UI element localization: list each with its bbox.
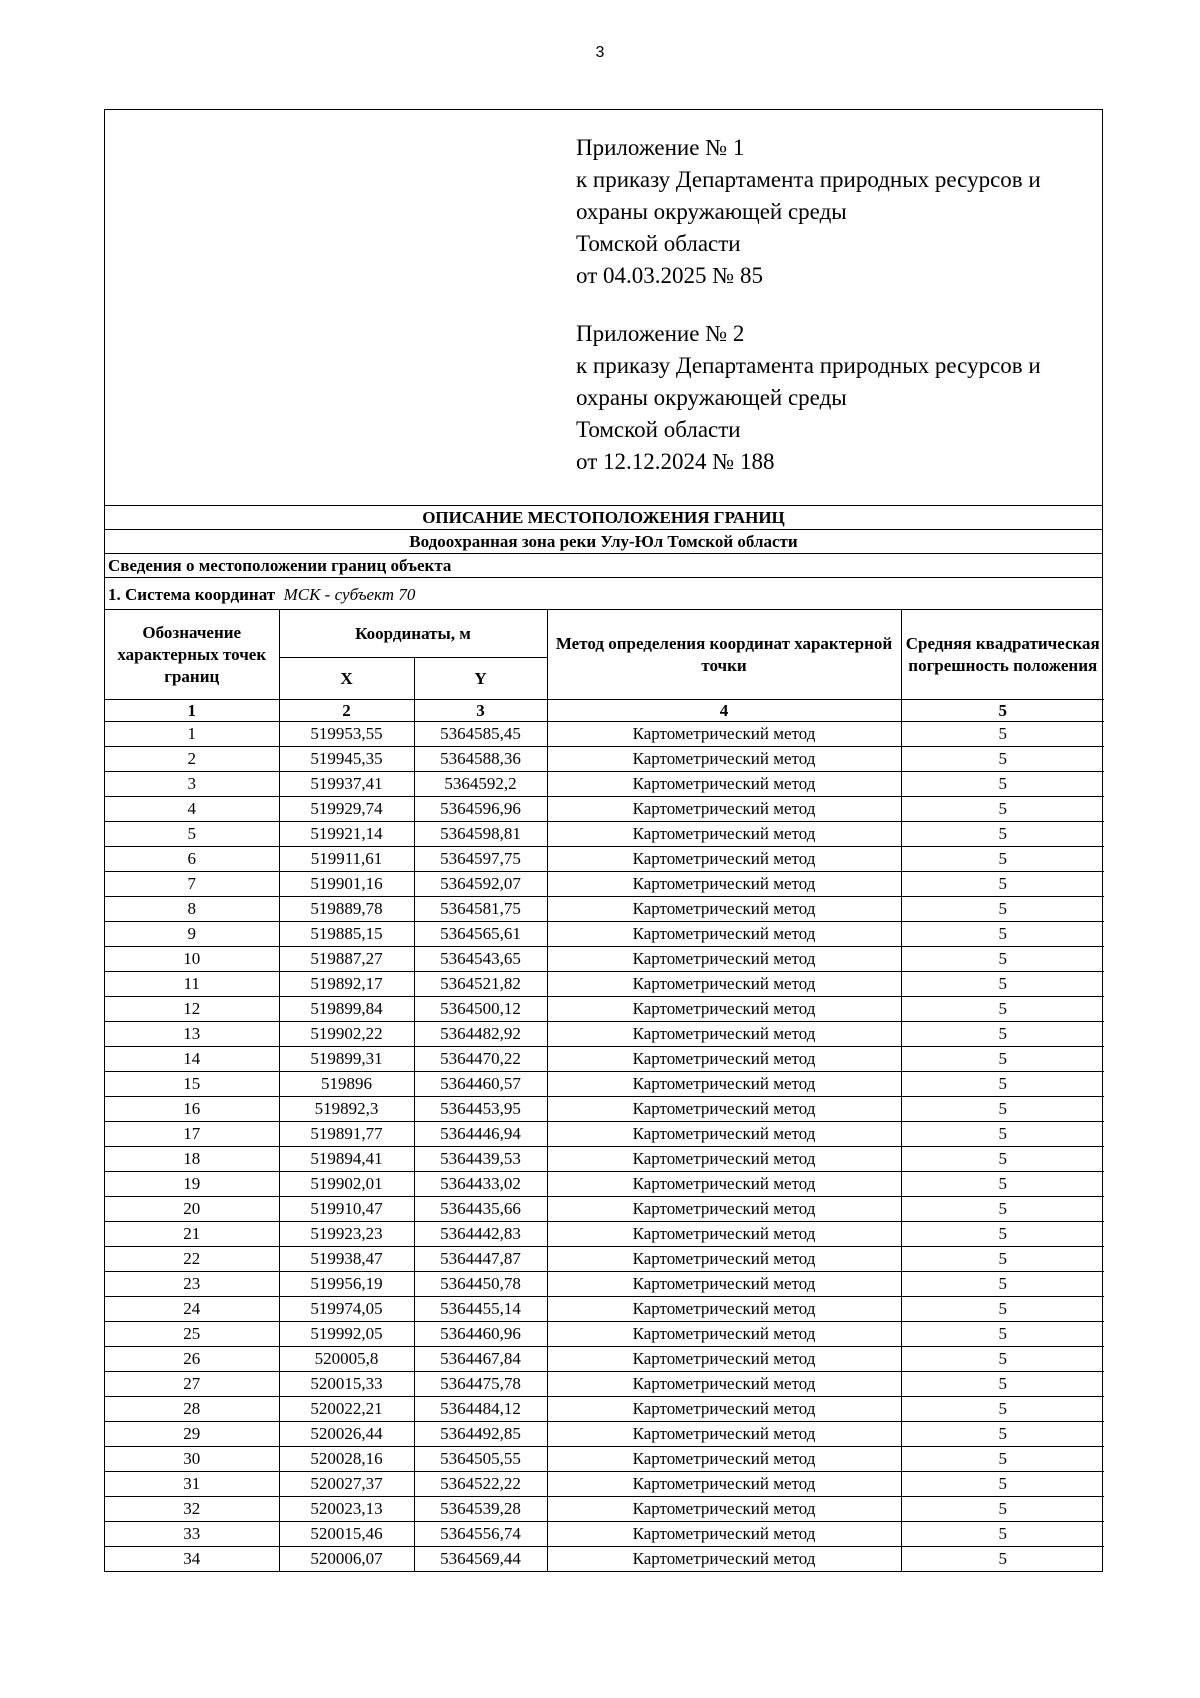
x-cell: 520028,16: [279, 1447, 414, 1472]
method-cell: Картометрический метод: [547, 1147, 901, 1172]
x-cell: 520006,07: [279, 1547, 414, 1572]
header-y: Y: [414, 658, 547, 700]
method-cell: Картометрический метод: [547, 1222, 901, 1247]
error-cell: 5: [901, 1347, 1104, 1372]
x-cell: 519892,17: [279, 972, 414, 997]
point-id-cell: 2: [105, 747, 279, 772]
point-id-cell: 23: [105, 1272, 279, 1297]
point-id-cell: 6: [105, 847, 279, 872]
y-cell: 5364581,75: [414, 897, 547, 922]
method-cell: Картометрический метод: [547, 1322, 901, 1347]
x-cell: 520005,8: [279, 1347, 414, 1372]
appendix-1-line: от 04.03.2025 № 85: [576, 263, 763, 288]
x-cell: 519887,27: [279, 947, 414, 972]
error-cell: 5: [901, 1122, 1104, 1147]
document-subtitle: Водоохранная зона реки Улу-Юл Томской области: [105, 530, 1102, 554]
x-cell: 520026,44: [279, 1422, 414, 1447]
y-cell: 5364569,44: [414, 1547, 547, 1572]
point-id-cell: 19: [105, 1172, 279, 1197]
method-cell: Картометрический метод: [547, 922, 901, 947]
x-cell: 519945,35: [279, 747, 414, 772]
x-cell: 519902,22: [279, 1022, 414, 1047]
method-cell: Картометрический метод: [547, 1372, 901, 1397]
point-id-cell: 18: [105, 1147, 279, 1172]
error-cell: 5: [901, 1547, 1104, 1572]
point-id-cell: 13: [105, 1022, 279, 1047]
x-cell: 520015,33: [279, 1372, 414, 1397]
table-row: [105, 1472, 1104, 1497]
y-cell: 5364453,95: [414, 1097, 547, 1122]
table-row: [105, 722, 1104, 747]
x-cell: 520023,13: [279, 1497, 414, 1522]
table-row: [105, 1547, 1104, 1572]
error-cell: 5: [901, 1147, 1104, 1172]
error-cell: 5: [901, 1522, 1104, 1547]
method-cell: Картометрический метод: [547, 897, 901, 922]
document-title: ОПИСАНИЕ МЕСТОПОЛОЖЕНИЯ ГРАНИЦ: [105, 506, 1102, 530]
method-cell: Картометрический метод: [547, 1272, 901, 1297]
table-row: [105, 1072, 1104, 1097]
appendix-1-line: к приказу Департамента природных ресурсов и: [576, 167, 1041, 192]
point-id-cell: 1: [105, 722, 279, 747]
x-cell: 519885,15: [279, 922, 414, 947]
point-id-cell: 32: [105, 1497, 279, 1522]
x-cell: 519923,23: [279, 1222, 414, 1247]
header-x: X: [279, 658, 414, 700]
error-cell: 5: [901, 1372, 1104, 1397]
y-cell: 5364492,85: [414, 1422, 547, 1447]
point-id-cell: 20: [105, 1197, 279, 1222]
table-row: [105, 1397, 1104, 1422]
table-row: [105, 1247, 1104, 1272]
table-row: [105, 997, 1104, 1022]
x-cell: 519899,31: [279, 1047, 414, 1072]
appendix-1-line: Приложение № 1: [576, 135, 745, 160]
error-cell: 5: [901, 1397, 1104, 1422]
point-id-cell: 8: [105, 897, 279, 922]
table-row: [105, 1022, 1104, 1047]
y-cell: 5364446,94: [414, 1122, 547, 1147]
y-cell: 5364484,12: [414, 1397, 547, 1422]
x-cell: 519896: [279, 1072, 414, 1097]
x-cell: 519938,47: [279, 1247, 414, 1272]
table-row: [105, 1447, 1104, 1472]
table-row: [105, 1297, 1104, 1322]
table-row: [105, 1497, 1104, 1522]
point-id-cell: 11: [105, 972, 279, 997]
x-cell: 519892,3: [279, 1097, 414, 1122]
table-row: [105, 1372, 1104, 1397]
table-row: [105, 1122, 1104, 1147]
error-cell: 5: [901, 897, 1104, 922]
x-cell: 519901,16: [279, 872, 414, 897]
point-id-cell: 3: [105, 772, 279, 797]
point-id-cell: 4: [105, 797, 279, 822]
y-cell: 5364505,55: [414, 1447, 547, 1472]
table-row: [105, 797, 1104, 822]
y-cell: 5364439,53: [414, 1147, 547, 1172]
method-cell: Картометрический метод: [547, 1522, 901, 1547]
method-cell: Картометрический метод: [547, 847, 901, 872]
table-row: [105, 1097, 1104, 1122]
error-cell: 5: [901, 1447, 1104, 1472]
column-number: 4: [547, 700, 901, 722]
point-id-cell: 16: [105, 1097, 279, 1122]
method-cell: Картометрический метод: [547, 1497, 901, 1522]
x-cell: 520015,46: [279, 1522, 414, 1547]
method-cell: Картометрический метод: [547, 1397, 901, 1422]
table-row: [105, 747, 1104, 772]
table-row: [105, 1147, 1104, 1172]
table-row: [105, 1197, 1104, 1222]
y-cell: 5364450,78: [414, 1272, 547, 1297]
x-cell: 519929,74: [279, 797, 414, 822]
method-cell: Картометрический метод: [547, 997, 901, 1022]
y-cell: 5364447,87: [414, 1247, 547, 1272]
method-cell: Картометрический метод: [547, 872, 901, 897]
error-cell: 5: [901, 1022, 1104, 1047]
y-cell: 5364543,65: [414, 947, 547, 972]
coordinates-table: [105, 610, 1104, 1571]
error-cell: 5: [901, 1497, 1104, 1522]
x-cell: 519891,77: [279, 1122, 414, 1147]
method-cell: Картометрический метод: [547, 747, 901, 772]
x-cell: 520027,37: [279, 1472, 414, 1497]
appendix-2-line: охраны окружающей среды: [576, 385, 847, 410]
method-cell: Картометрический метод: [547, 1172, 901, 1197]
method-cell: Картометрический метод: [547, 1447, 901, 1472]
appendix-1-line: охраны окружающей среды: [576, 199, 847, 224]
point-id-cell: 27: [105, 1372, 279, 1397]
table-row: [105, 897, 1104, 922]
error-cell: 5: [901, 1072, 1104, 1097]
coordinate-system: [105, 578, 1102, 610]
point-id-cell: 30: [105, 1447, 279, 1472]
y-cell: 5364598,81: [414, 822, 547, 847]
table-row: [105, 1272, 1104, 1297]
error-cell: 5: [901, 1322, 1104, 1347]
table-row: [105, 922, 1104, 947]
document-frame: [104, 109, 1103, 1572]
error-cell: 5: [901, 872, 1104, 897]
method-cell: Картометрический метод: [547, 1422, 901, 1447]
table-row: [105, 872, 1104, 897]
error-cell: 5: [901, 1222, 1104, 1247]
point-id-cell: 24: [105, 1297, 279, 1322]
y-cell: 5364522,22: [414, 1472, 547, 1497]
appendix-2-line: Приложение № 2: [576, 321, 745, 346]
appendix-2-line: от 12.12.2024 № 188: [576, 449, 775, 474]
error-cell: 5: [901, 1272, 1104, 1297]
table-row: [105, 972, 1104, 997]
point-id-cell: 17: [105, 1122, 279, 1147]
point-id-cell: 21: [105, 1222, 279, 1247]
method-cell: Картометрический метод: [547, 1047, 901, 1072]
x-cell: 519974,05: [279, 1297, 414, 1322]
y-cell: 5364470,22: [414, 1047, 547, 1072]
y-cell: 5364500,12: [414, 997, 547, 1022]
y-cell: 5364455,14: [414, 1297, 547, 1322]
y-cell: 5364442,83: [414, 1222, 547, 1247]
coordinate-system-value: МСК - субъект 70: [283, 585, 416, 604]
error-cell: 5: [901, 1472, 1104, 1497]
error-cell: 5: [901, 772, 1104, 797]
method-cell: Картометрический метод: [547, 1347, 901, 1372]
method-cell: Картометрический метод: [547, 1472, 901, 1497]
y-cell: 5364588,36: [414, 747, 547, 772]
error-cell: 5: [901, 972, 1104, 997]
error-cell: 5: [901, 747, 1104, 772]
method-cell: Картометрический метод: [547, 1297, 901, 1322]
error-cell: 5: [901, 1247, 1104, 1272]
x-cell: 519910,47: [279, 1197, 414, 1222]
error-cell: 5: [901, 1197, 1104, 1222]
method-cell: Картометрический метод: [547, 772, 901, 797]
x-cell: 520022,21: [279, 1397, 414, 1422]
point-id-cell: 33: [105, 1522, 279, 1547]
method-cell: Картометрический метод: [547, 1097, 901, 1122]
x-cell: 519902,01: [279, 1172, 414, 1197]
appendix-1-block: [576, 132, 1096, 292]
y-cell: 5364482,92: [414, 1022, 547, 1047]
error-cell: 5: [901, 797, 1104, 822]
header-point: Обозначение характерных точек границ: [105, 610, 279, 700]
table-row: [105, 1522, 1104, 1547]
method-cell: Картометрический метод: [547, 1247, 901, 1272]
x-cell: 519894,41: [279, 1147, 414, 1172]
table-row: [105, 847, 1104, 872]
point-id-cell: 9: [105, 922, 279, 947]
error-cell: 5: [901, 1422, 1104, 1447]
appendix-header: [105, 110, 1102, 506]
appendix-2-line: к приказу Департамента природных ресурсов и: [576, 353, 1041, 378]
point-id-cell: 31: [105, 1472, 279, 1497]
y-cell: 5364565,61: [414, 922, 547, 947]
error-cell: 5: [901, 1047, 1104, 1072]
appendix-2-line: Томской области: [576, 417, 741, 442]
point-id-cell: 26: [105, 1347, 279, 1372]
header-method: Метод определения координат характерной точки: [547, 610, 901, 700]
table-row: [105, 1322, 1104, 1347]
column-number: 5: [901, 700, 1104, 722]
y-cell: 5364521,82: [414, 972, 547, 997]
point-id-cell: 34: [105, 1547, 279, 1572]
header-coords: Координаты, м: [279, 610, 547, 658]
y-cell: 5364592,07: [414, 872, 547, 897]
point-id-cell: 12: [105, 997, 279, 1022]
x-cell: 519911,61: [279, 847, 414, 872]
error-cell: 5: [901, 1097, 1104, 1122]
table-row: [105, 1172, 1104, 1197]
error-cell: 5: [901, 822, 1104, 847]
point-id-cell: 14: [105, 1047, 279, 1072]
table-row: [105, 1047, 1104, 1072]
y-cell: 5364460,96: [414, 1322, 547, 1347]
y-cell: 5364592,2: [414, 772, 547, 797]
appendix-2-block: [576, 318, 1096, 478]
y-cell: 5364467,84: [414, 1347, 547, 1372]
table-row: [105, 1347, 1104, 1372]
y-cell: 5364596,96: [414, 797, 547, 822]
point-id-cell: 7: [105, 872, 279, 897]
y-cell: 5364435,66: [414, 1197, 547, 1222]
table-row: [105, 947, 1104, 972]
coordinate-system-label: 1. Система координат: [108, 585, 276, 604]
error-cell: 5: [901, 947, 1104, 972]
x-cell: 519889,78: [279, 897, 414, 922]
table-row: [105, 822, 1104, 847]
page-number: 3: [595, 44, 605, 61]
method-cell: Картометрический метод: [547, 1547, 901, 1572]
x-cell: 519921,14: [279, 822, 414, 847]
error-cell: 5: [901, 1297, 1104, 1322]
point-id-cell: 28: [105, 1397, 279, 1422]
x-cell: 519992,05: [279, 1322, 414, 1347]
point-id-cell: 22: [105, 1247, 279, 1272]
point-id-cell: 15: [105, 1072, 279, 1097]
error-cell: 5: [901, 922, 1104, 947]
method-cell: Картометрический метод: [547, 722, 901, 747]
y-cell: 5364475,78: [414, 1372, 547, 1397]
x-cell: 519899,84: [279, 997, 414, 1022]
method-cell: Картометрический метод: [547, 1022, 901, 1047]
method-cell: Картометрический метод: [547, 822, 901, 847]
x-cell: 519937,41: [279, 772, 414, 797]
column-number: 3: [414, 700, 547, 722]
point-id-cell: 10: [105, 947, 279, 972]
table-body: [105, 722, 1104, 1572]
y-cell: 5364433,02: [414, 1172, 547, 1197]
section-heading: Сведения о местоположении границ объекта: [105, 554, 1102, 578]
method-cell: Картометрический метод: [547, 1072, 901, 1097]
header-error: Средняя квадратическая погрешность положения: [901, 610, 1104, 700]
table-row: [105, 1222, 1104, 1247]
x-cell: 519956,19: [279, 1272, 414, 1297]
x-cell: 519953,55: [279, 722, 414, 747]
error-cell: 5: [901, 722, 1104, 747]
method-cell: Картометрический метод: [547, 972, 901, 997]
method-cell: Картометрический метод: [547, 797, 901, 822]
y-cell: 5364597,75: [414, 847, 547, 872]
point-id-cell: 29: [105, 1422, 279, 1447]
table-row: [105, 772, 1104, 797]
column-number: 2: [279, 700, 414, 722]
table-row: [105, 1422, 1104, 1447]
appendix-1-line: Томской области: [576, 231, 741, 256]
error-cell: 5: [901, 997, 1104, 1022]
method-cell: Картометрический метод: [547, 947, 901, 972]
y-cell: 5364556,74: [414, 1522, 547, 1547]
method-cell: Картометрический метод: [547, 1122, 901, 1147]
column-number: 1: [105, 700, 279, 722]
point-id-cell: 5: [105, 822, 279, 847]
method-cell: Картометрический метод: [547, 1197, 901, 1222]
error-cell: 5: [901, 1172, 1104, 1197]
y-cell: 5364539,28: [414, 1497, 547, 1522]
y-cell: 5364585,45: [414, 722, 547, 747]
y-cell: 5364460,57: [414, 1072, 547, 1097]
point-id-cell: 25: [105, 1322, 279, 1347]
error-cell: 5: [901, 847, 1104, 872]
